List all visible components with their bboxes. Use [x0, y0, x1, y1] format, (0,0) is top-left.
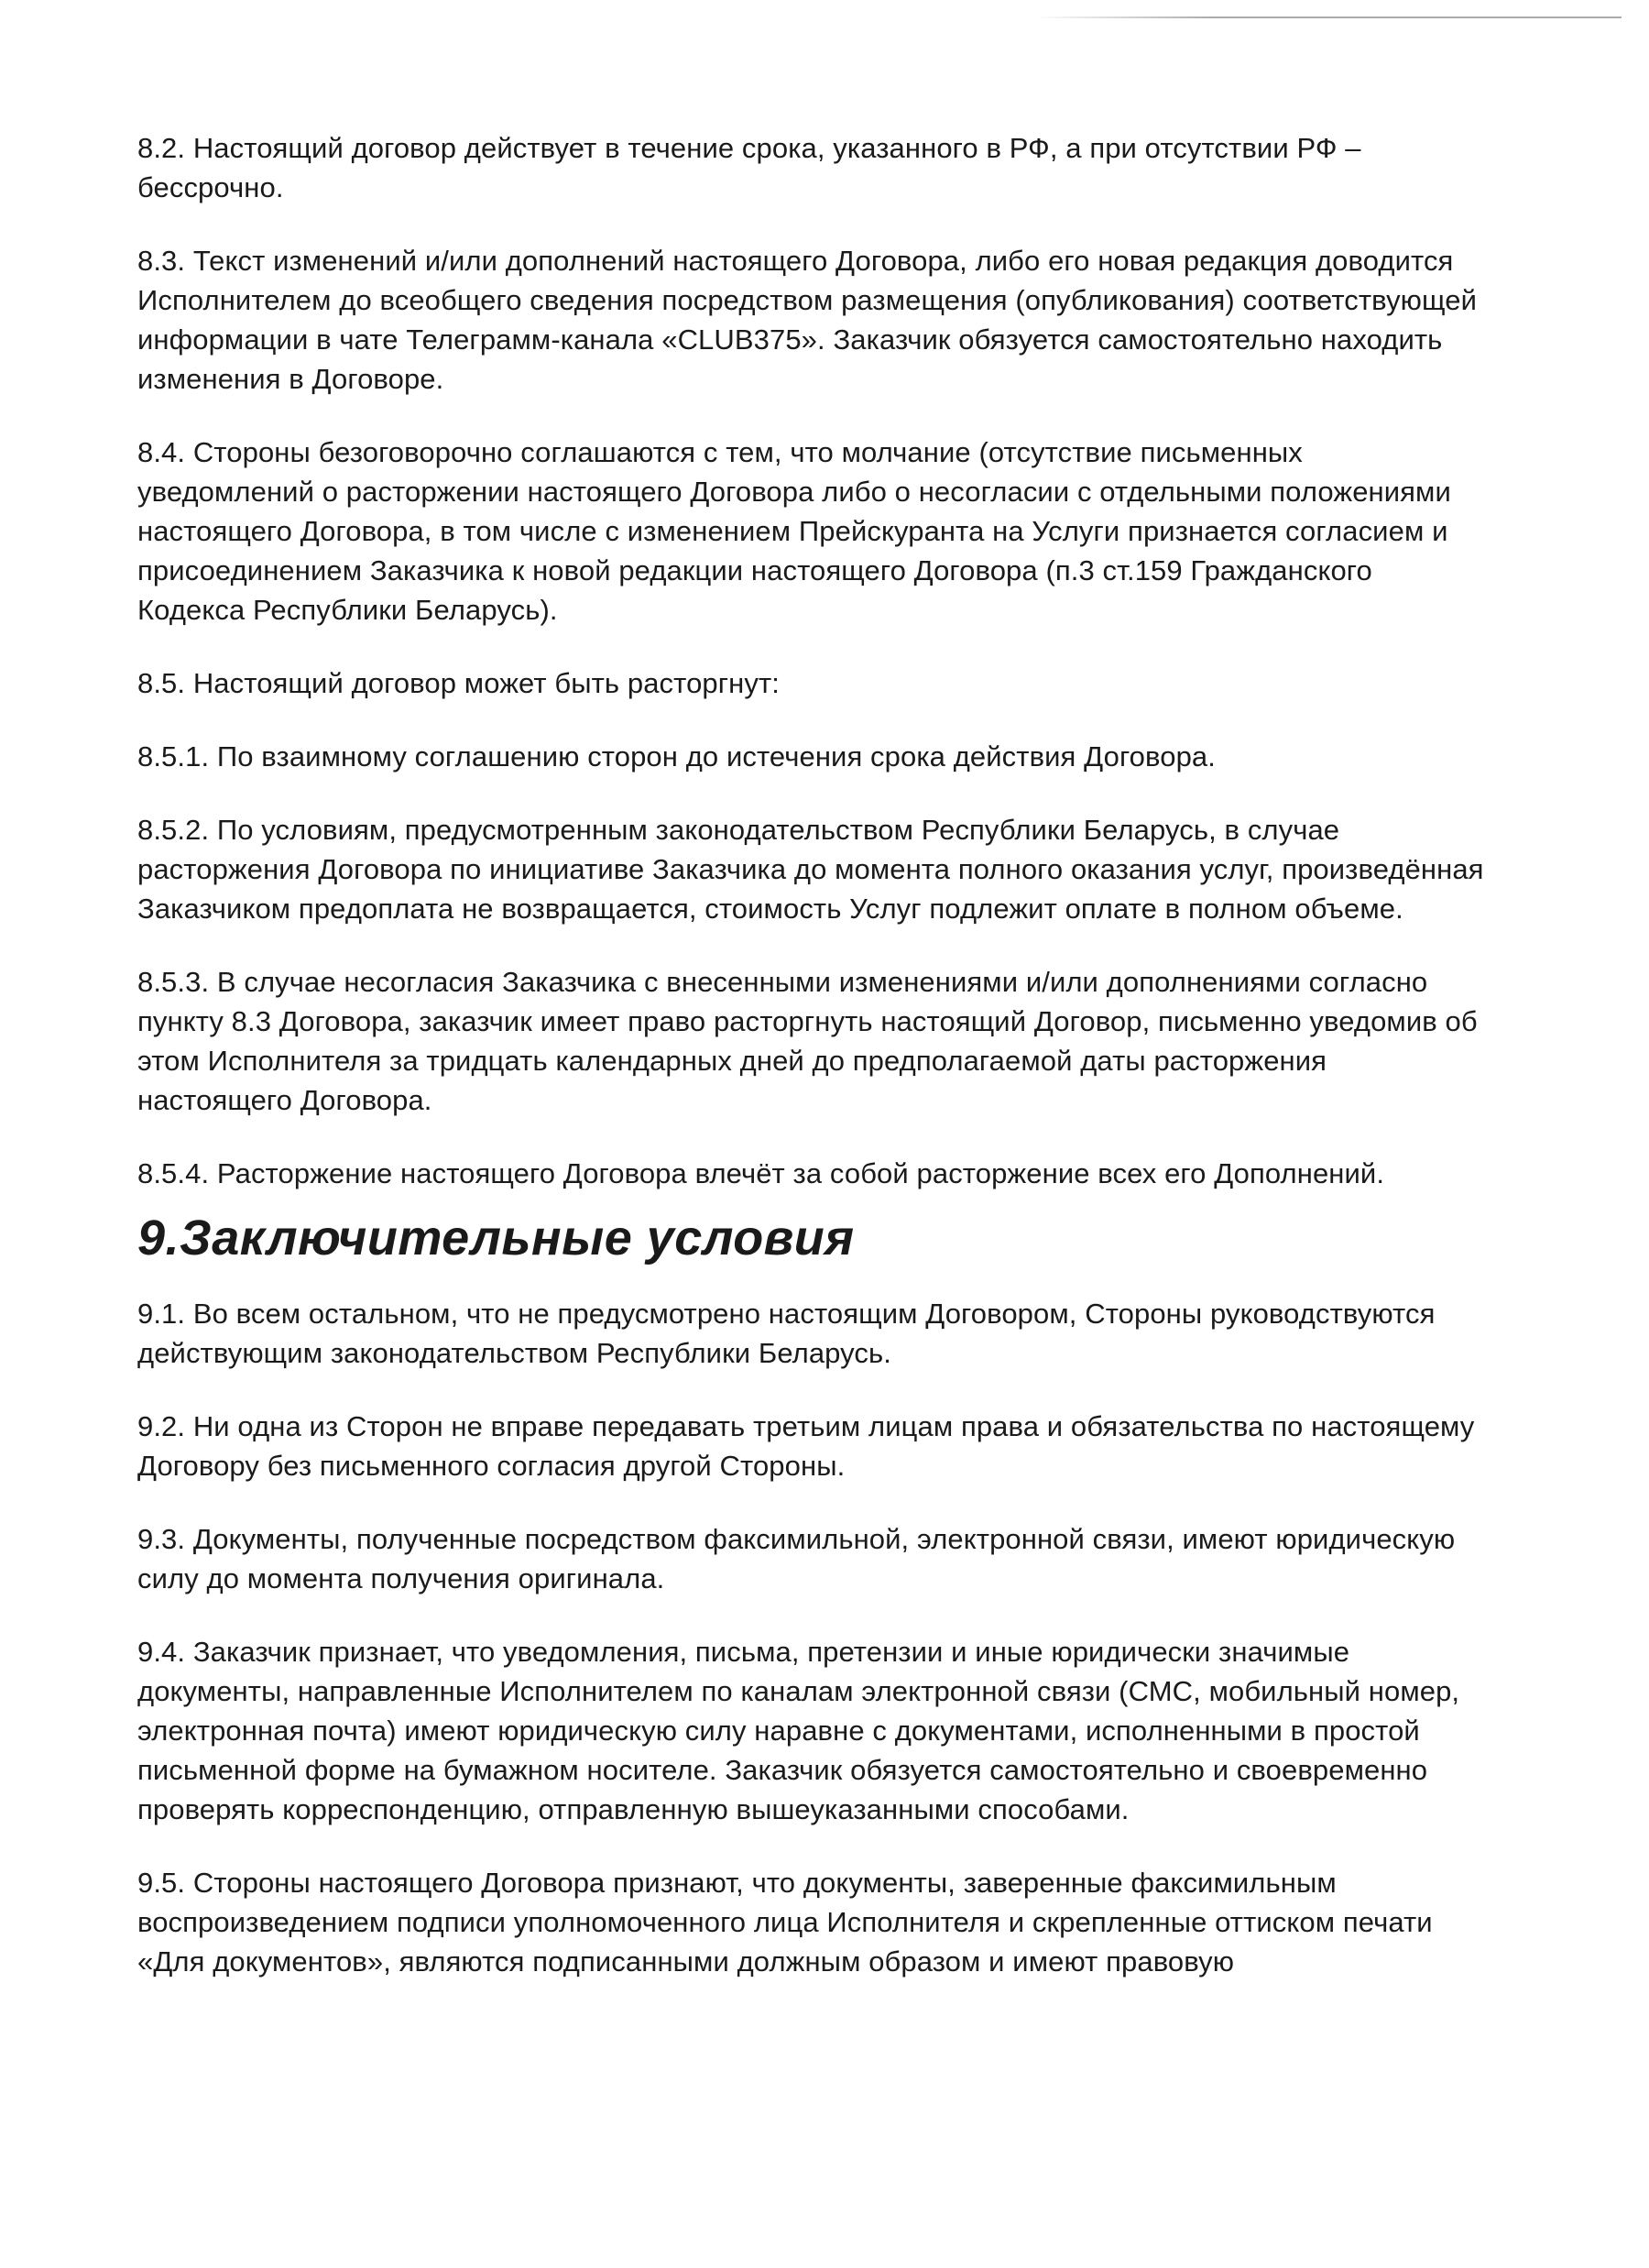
- clause-8-3: 8.3. Текст изменений и/или дополнений настоящего Договора, либо его новая редакция доводится Исполнителем до всеобщего сведения посредством размещения (опубликования) соответствующей информации в чате Телеграмм-канала «CLUB375». Заказчик обязуется самостоятельно находить изменения в Договоре.: [137, 245, 1478, 395]
- document-page: [137, 128, 1484, 2015]
- section-heading: 9.Заключительные условия: [137, 1211, 855, 1265]
- clause-8-5-2: 8.5.2. По условиям, предусмотренным законодательством Республики Беларусь, в случае расторжения Договора по инициативе Заказчика до момента полного оказания услуг, произведённая Заказчиком предоплата не возвращается, стоимость Услуг подлежит оплате в полном объеме.: [137, 814, 1484, 925]
- clause-8-4: 8.4. Стороны безоговорочно соглашаются с тем, что молчание (отсутствие письменных уведомлений о расторжении настоящего Договора либо о несогласии с отдельными положениями настоящего Договора, в том числе с изменением Прейскуранта на Услуги признается согласием и присоединением Заказчика к новой редакции настоящего Договора (п.3 ст.159 Гражданского Кодекса Республики Беларусь).: [137, 436, 1451, 626]
- clause-8-2: 8.2. Настоящий договор действует в течение срока, указанного в РФ, а при отсутствии РФ – бессрочно.: [137, 132, 1361, 203]
- clause-8-5-1: 8.5.1. По взаимному соглашению сторон до истечения срока действия Договора.: [137, 740, 1216, 772]
- clause-9-1: 9.1. Во всем остальном, что не предусмотрено настоящим Договором, Стороны руководствуются действующим законодательством Республики Беларусь.: [137, 1298, 1436, 1369]
- scan-edge-line: [1035, 16, 1622, 18]
- clause-9-3: 9.3. Документы, полученные посредством факсимильной, электронной связи, имеют юридическую силу до момента получения оригинала.: [137, 1523, 1456, 1594]
- clause-9-5: 9.5. Стороны настоящего Договора признают, что документы, заверенные факсимильным воспроизведением подписи уполномоченного лица Исполнителя и скрепленные оттиском печати «Для документов», являются подписанными должным образом и имеют правовую: [137, 1867, 1433, 1978]
- clause-9-2: 9.2. Ни одна из Сторон не вправе передавать третьим лицам права и обязательства по настоящему Договору без письменного согласия другой Стороны.: [137, 1410, 1475, 1482]
- clause-8-5: 8.5. Настоящий договор может быть расторгнут:: [137, 667, 781, 699]
- clause-8-5-3: 8.5.3. В случае несогласия Заказчика с внесенными изменениями и/или дополнениями согласно пункту 8.3 Договора, заказчик имеет право расторгнуть настоящий Договор, письменно уведомив об этом Исполнителя за тридцать календарных дней до предполагаемой даты расторжения настоящего Договора.: [137, 966, 1478, 1116]
- clause-9-4: 9.4. Заказчик признает, что уведомления, письма, претензии и иные юридически значимые документы, направленные Исполнителем по каналам электронной связи (СМС, мобильный номер, электронная почта) имеют юридическую силу наравне с документами, исполненными в простой письменной форме на бумажном носителе. Заказчик обязуется самостоятельно и своевременно проверять корреспонденцию, отправленную вышеуказанными способами.: [137, 1636, 1460, 1825]
- clause-8-5-4: 8.5.4. Расторжение настоящего Договора влечёт за собой расторжение всех его Дополнений.: [137, 1157, 1385, 1189]
